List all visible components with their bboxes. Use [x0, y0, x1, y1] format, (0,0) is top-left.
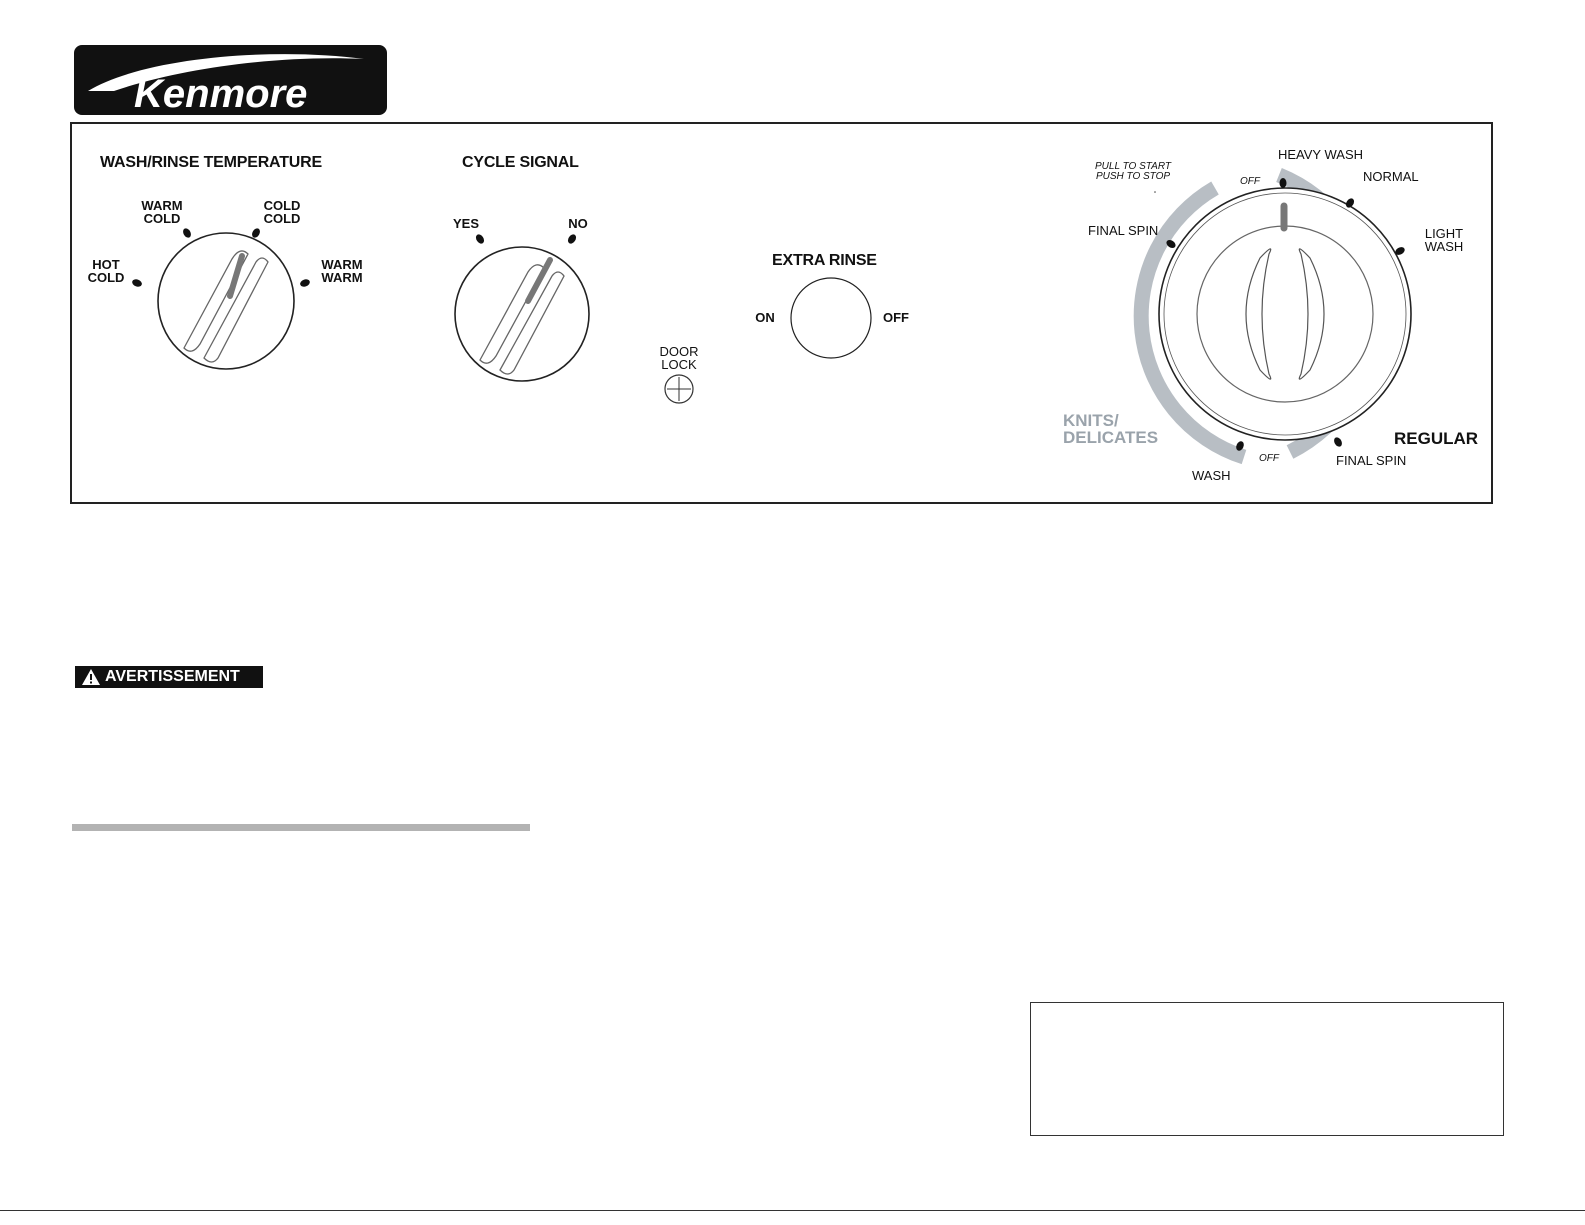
kenmore-logo — [74, 45, 387, 115]
warm-warm-dot — [299, 278, 311, 288]
extra-rinse-title: EXTRA RINSE — [772, 252, 877, 269]
extra-rinse-button[interactable] — [791, 278, 871, 358]
no-dot — [566, 233, 577, 245]
door-lock-label: DOOR LOCK — [659, 344, 699, 372]
cycle-signal-knob[interactable] — [455, 247, 589, 381]
hot-cold-label: HOT COLD — [87, 257, 125, 285]
heavy-wash-dot — [1280, 178, 1287, 188]
yes-dot — [474, 233, 485, 245]
extra-rinse-off-label: OFF — [883, 310, 909, 325]
cycle-signal-title: CYCLE SIGNAL — [462, 154, 579, 171]
light-wash-label: LIGHT WASH — [1424, 226, 1464, 254]
final-spin-right-dot — [1332, 436, 1343, 448]
heavy-wash-label: HEAVY WASH — [1278, 147, 1364, 162]
no-label: NO — [568, 216, 588, 231]
hot-cold-dot — [131, 278, 143, 288]
wash-label: WASH — [1192, 468, 1231, 483]
final-spin-left-label: FINAL SPIN — [1088, 223, 1159, 238]
door-lock-icon — [665, 375, 693, 403]
warm-cold-label: WARM COLD — [141, 198, 183, 226]
pull-push-label: PULL TO START PUSH TO STOP — [1095, 161, 1171, 182]
off-bottom-label: OFF — [1259, 453, 1279, 464]
warning-label: AVERTISSEMENT — [105, 668, 240, 685]
logo-text: Kenmore — [134, 72, 308, 115]
section-divider — [72, 824, 530, 831]
warm-warm-label: WARM WARM — [321, 257, 363, 285]
info-box — [1030, 1002, 1504, 1136]
cold-cold-label: COLD COLD — [263, 198, 301, 226]
yes-label: YES — [452, 216, 479, 231]
final-spin-right-label: FINAL SPIN — [1336, 453, 1407, 468]
off-top-label: OFF — [1240, 176, 1260, 187]
bottom-rule — [0, 1210, 1585, 1211]
cold-cold-dot — [250, 227, 261, 239]
warning-banner — [75, 666, 263, 688]
cycle-dial-knob[interactable] — [1159, 188, 1411, 440]
knits-delicates-label: KNITS/ DELICATES — [1063, 411, 1159, 447]
regular-label: REGULAR — [1394, 429, 1479, 448]
warning-triangle-icon — [81, 668, 101, 693]
temperature-title: WASH/RINSE TEMPERATURE — [100, 154, 322, 171]
normal-label: NORMAL — [1363, 169, 1419, 184]
temperature-knob[interactable] — [158, 233, 294, 369]
control-panel — [70, 122, 1493, 504]
warm-cold-dot — [181, 227, 192, 239]
extra-rinse-on-label: ON — [755, 310, 775, 325]
